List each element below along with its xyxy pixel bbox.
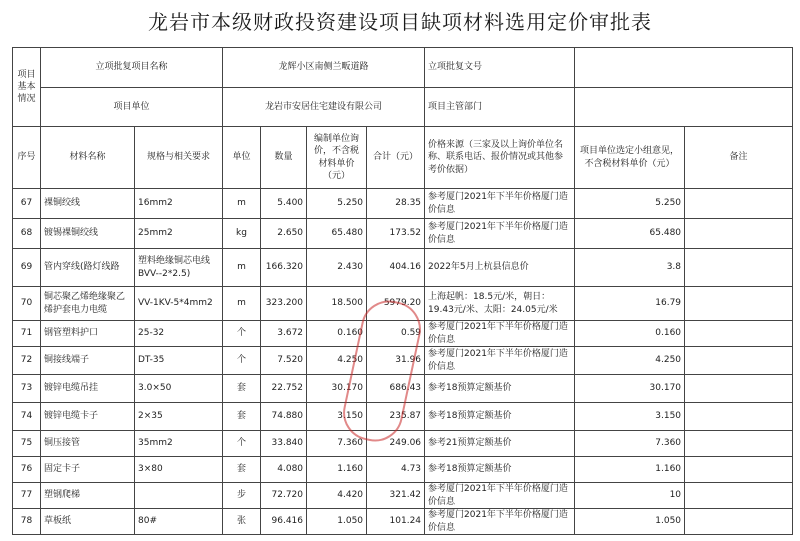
table-row	[13, 347, 793, 375]
cell-spec: 80#	[135, 509, 223, 535]
cell-total: 235.87	[367, 403, 425, 431]
cell-unit: m	[223, 189, 261, 219]
cell-name: 镀锡裸铜绞线	[41, 219, 135, 249]
cell-approved: 65.480	[575, 219, 685, 249]
cell-spec: VV-1KV-5*4mm2	[135, 287, 223, 321]
cell-unit: 张	[223, 509, 261, 535]
cell-unit: 步	[223, 483, 261, 509]
cell-total: 28.35	[367, 189, 425, 219]
cell-price: 2.430	[307, 249, 367, 287]
cell-spec: 2×35	[135, 403, 223, 431]
cell-seq: 78	[13, 509, 41, 535]
cell-price: 4.420	[307, 483, 367, 509]
approval-table	[12, 47, 793, 535]
cell-unit: 个	[223, 321, 261, 347]
cell-total: 0.59	[367, 321, 425, 347]
cell-name: 塑钢爬梯	[41, 483, 135, 509]
cell-spec: DT-35	[135, 347, 223, 375]
cell-approved: 7.360	[575, 431, 685, 457]
cell-approved: 4.250	[575, 347, 685, 375]
cell-seq: 73	[13, 375, 41, 403]
cell-name: 铜芯聚乙烯绝缘聚乙烯护套电力电缆	[41, 287, 135, 321]
cell-total: 31.96	[367, 347, 425, 375]
cell-source: 2022年5月上杭县信息价	[425, 249, 575, 287]
cell-name: 固定卡子	[41, 457, 135, 483]
cell-remark	[685, 375, 793, 403]
cell-approved: 3.150	[575, 403, 685, 431]
cell-seq: 69	[13, 249, 41, 287]
cell-price: 18.500	[307, 287, 367, 321]
cell-price: 7.360	[307, 431, 367, 457]
cell-price: 0.160	[307, 321, 367, 347]
cell-spec: 16mm2	[135, 189, 223, 219]
cell-qty: 3.672	[261, 321, 307, 347]
cell-remark	[685, 219, 793, 249]
cell-qty: 4.080	[261, 457, 307, 483]
cell-source: 参考厦门2021年下半年价格厦门造价信息	[425, 189, 575, 219]
cell-name: 镀锌电缆吊挂	[41, 375, 135, 403]
table-row	[13, 219, 793, 249]
cell-qty: 74.880	[261, 403, 307, 431]
cell-qty: 323.200	[261, 287, 307, 321]
dept-label: 项目主管部门	[425, 88, 575, 127]
table-row	[13, 457, 793, 483]
approval-no-value	[575, 48, 793, 88]
cell-total: 404.16	[367, 249, 425, 287]
project-name-value: 龙辉小区南侧兰畈道路	[223, 48, 425, 88]
cell-price: 65.480	[307, 219, 367, 249]
cell-approved: 16.79	[575, 287, 685, 321]
table-row	[13, 249, 793, 287]
cell-remark	[685, 249, 793, 287]
cell-unit: m	[223, 287, 261, 321]
cell-source: 参考18预算定额基价	[425, 375, 575, 403]
project-name-row	[13, 48, 793, 88]
cell-seq: 76	[13, 457, 41, 483]
cell-price: 4.250	[307, 347, 367, 375]
cell-name: 管内穿线(路灯线路	[41, 249, 135, 287]
unit-label: 项目单位	[41, 88, 223, 127]
column-header-row	[13, 127, 793, 189]
cell-source: 参考18预算定额基价	[425, 403, 575, 431]
table-row	[13, 287, 793, 321]
cell-source: 参考厦门2021年下半年价格厦门造价信息	[425, 509, 575, 535]
cell-total: 321.42	[367, 483, 425, 509]
cell-qty: 5.400	[261, 189, 307, 219]
cell-remark	[685, 321, 793, 347]
cell-name: 钢管塑料护口	[41, 321, 135, 347]
cell-qty: 7.520	[261, 347, 307, 375]
project-info-label: 项目 基本 情况	[13, 48, 41, 127]
table-row	[13, 509, 793, 535]
cell-approved: 30.170	[575, 375, 685, 403]
cell-unit: 个	[223, 431, 261, 457]
cell-approved: 10	[575, 483, 685, 509]
cell-price: 1.160	[307, 457, 367, 483]
cell-price: 1.050	[307, 509, 367, 535]
cell-source: 参考厦门2021年下半年价格厦门造价信息	[425, 321, 575, 347]
header-name: 材料名称	[41, 127, 135, 189]
cell-remark	[685, 403, 793, 431]
cell-spec: 25-32	[135, 321, 223, 347]
cell-source: 参考厦门2021年下半年价格厦门造价信息	[425, 347, 575, 375]
header-price: 编制单位询价，不含税材料单价（元）	[307, 127, 367, 189]
cell-qty: 96.416	[261, 509, 307, 535]
table-row	[13, 375, 793, 403]
unit-value: 龙岩市安居住宅建设有限公司	[223, 88, 425, 127]
cell-total: 686.43	[367, 375, 425, 403]
table-row	[13, 431, 793, 457]
cell-name: 镀锌电缆卡子	[41, 403, 135, 431]
cell-name: 铜压接管	[41, 431, 135, 457]
cell-source: 参考18预算定额基价	[425, 457, 575, 483]
table-row	[13, 403, 793, 431]
cell-unit: 个	[223, 347, 261, 375]
cell-source: 参考21预算定额基价	[425, 431, 575, 457]
cell-approved: 1.050	[575, 509, 685, 535]
cell-unit: 套	[223, 375, 261, 403]
cell-seq: 70	[13, 287, 41, 321]
header-unit: 单位	[223, 127, 261, 189]
cell-spec: 塑料绝缘铜芯电线BVV--2*2.5)	[135, 249, 223, 287]
cell-spec	[135, 483, 223, 509]
page-title: 龙岩市本级财政投资建设项目缺项材料选用定价审批表	[148, 10, 652, 34]
cell-total: 5979.20	[367, 287, 425, 321]
cell-remark	[685, 431, 793, 457]
cell-qty: 2.650	[261, 219, 307, 249]
cell-seq: 68	[13, 219, 41, 249]
cell-remark	[685, 189, 793, 219]
cell-seq: 71	[13, 321, 41, 347]
approval-no-label: 立项批复文号	[425, 48, 575, 88]
project-name-label: 立项批复项目名称	[41, 48, 223, 88]
dept-value	[575, 88, 793, 127]
cell-remark	[685, 483, 793, 509]
cell-remark	[685, 457, 793, 483]
cell-qty: 22.752	[261, 375, 307, 403]
cell-seq: 67	[13, 189, 41, 219]
cell-source: 上海起帆：18.5元/米，朝日：19.43元/米、太阳：24.05元/米	[425, 287, 575, 321]
cell-qty: 33.840	[261, 431, 307, 457]
table-row	[13, 189, 793, 219]
cell-remark	[685, 287, 793, 321]
cell-source: 参考厦门2021年下半年价格厦门造价信息	[425, 483, 575, 509]
cell-spec: 35mm2	[135, 431, 223, 457]
cell-total: 249.06	[367, 431, 425, 457]
cell-approved: 5.250	[575, 189, 685, 219]
cell-seq: 75	[13, 431, 41, 457]
header-total: 合计（元）	[367, 127, 425, 189]
cell-remark	[685, 509, 793, 535]
cell-unit: 套	[223, 403, 261, 431]
cell-approved: 1.160	[575, 457, 685, 483]
header-spec: 规格与相关要求	[135, 127, 223, 189]
header-approved: 项目单位选定小组意见，不含税材料单价（元）	[575, 127, 685, 189]
cell-unit: m	[223, 249, 261, 287]
table-row	[13, 321, 793, 347]
header-qty: 数量	[261, 127, 307, 189]
cell-total: 173.52	[367, 219, 425, 249]
header-seq: 序号	[13, 127, 41, 189]
cell-seq: 77	[13, 483, 41, 509]
cell-unit: 套	[223, 457, 261, 483]
cell-seq: 72	[13, 347, 41, 375]
cell-total: 4.73	[367, 457, 425, 483]
cell-price: 3.150	[307, 403, 367, 431]
cell-unit: kg	[223, 219, 261, 249]
project-unit-row	[13, 88, 793, 127]
cell-spec: 3×80	[135, 457, 223, 483]
cell-price: 30.170	[307, 375, 367, 403]
header-remark: 备注	[685, 127, 793, 189]
cell-seq: 74	[13, 403, 41, 431]
cell-price: 5.250	[307, 189, 367, 219]
cell-name: 草板纸	[41, 509, 135, 535]
cell-name: 铜接线端子	[41, 347, 135, 375]
cell-spec: 3.0×50	[135, 375, 223, 403]
cell-source: 参考厦门2021年下半年价格厦门造价信息	[425, 219, 575, 249]
header-source: 价格来源（三家及以上询价单位名称、联系电话、报价情况或其他参考价依据）	[425, 127, 575, 189]
cell-qty: 72.720	[261, 483, 307, 509]
cell-spec: 25mm2	[135, 219, 223, 249]
cell-name: 裸铜绞线	[41, 189, 135, 219]
table-row	[13, 483, 793, 509]
cell-approved: 0.160	[575, 321, 685, 347]
cell-approved: 3.8	[575, 249, 685, 287]
cell-total: 101.24	[367, 509, 425, 535]
cell-remark	[685, 347, 793, 375]
cell-qty: 166.320	[261, 249, 307, 287]
